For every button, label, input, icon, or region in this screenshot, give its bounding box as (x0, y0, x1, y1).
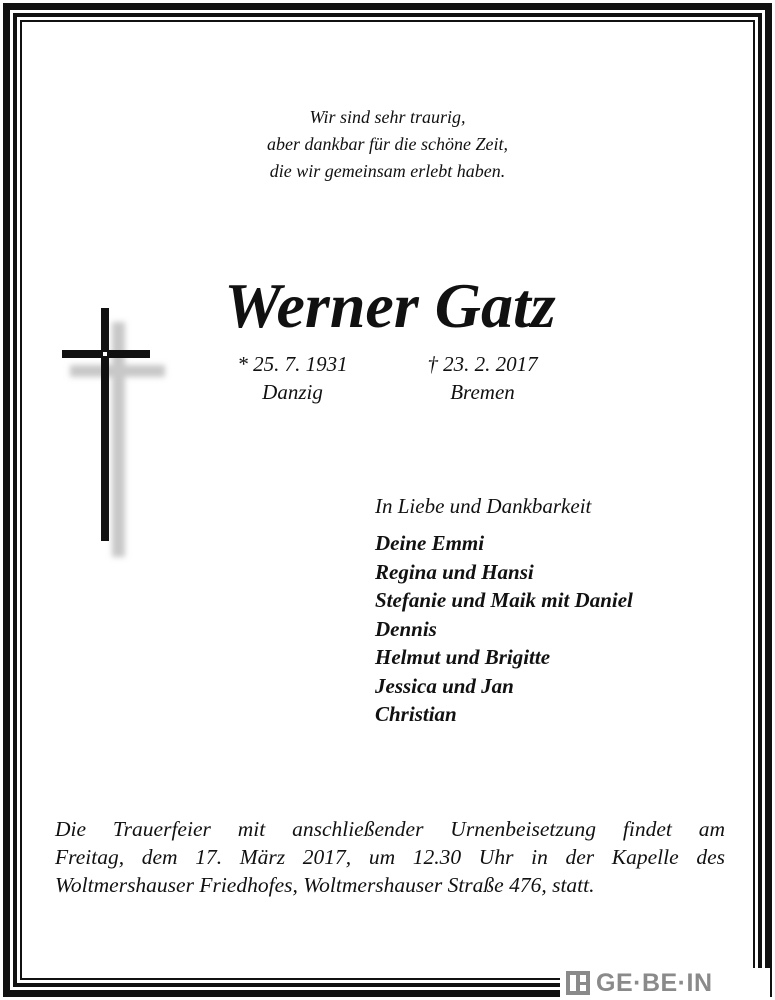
death-place: Bremen (450, 380, 515, 404)
birth-date: * 25. 7. 1931 (237, 352, 348, 376)
deceased-name: Werner Gatz (224, 270, 556, 341)
mourner-name: Helmut und Brigitte (375, 645, 551, 669)
birth-place: Danzig (262, 380, 323, 404)
mourner-name: Regina und Hansi (375, 559, 534, 584)
mourner-name: Christian (375, 702, 457, 726)
verse-line: aber dankbar für die schöne Zeit, (267, 134, 508, 154)
mourners-intro: In Liebe und Dankbarkeit (375, 494, 592, 518)
gebein-logo-text: GE·BE·IN (596, 969, 713, 997)
cross-shape (62, 308, 150, 541)
birth-info (215, 350, 370, 406)
verse-line: die wir gemeinsam erlebt haben. (269, 161, 506, 181)
mourner-name: Deine Emmi (375, 531, 485, 555)
service-notice (55, 815, 725, 899)
death-info (405, 350, 560, 406)
death-date: † 23. 2. 2017 (427, 352, 538, 376)
mourner-name: Jessica und Jan (375, 673, 514, 698)
service-line: Die Trauerfeier mit anschließender Urnenbeisetzung findet am (55, 817, 725, 841)
mourner-name: Dennis (375, 616, 437, 641)
mourner-name: Stefanie und Maik mit Daniel (375, 588, 633, 612)
verse-line: Wir sind sehr traurig, (309, 107, 466, 127)
mourners (375, 492, 633, 729)
gebein-logo (560, 968, 770, 998)
verse (0, 104, 775, 185)
service-line: Freitag, dem 17. März 2017, um 12.30 Uhr in der Kapelle des (55, 845, 725, 869)
cross-icon (55, 300, 175, 570)
service-line: Woltmershauser Friedhofes, Woltmershauser Straße 476, statt. (55, 873, 595, 897)
gebein-logo-icon (566, 971, 590, 995)
